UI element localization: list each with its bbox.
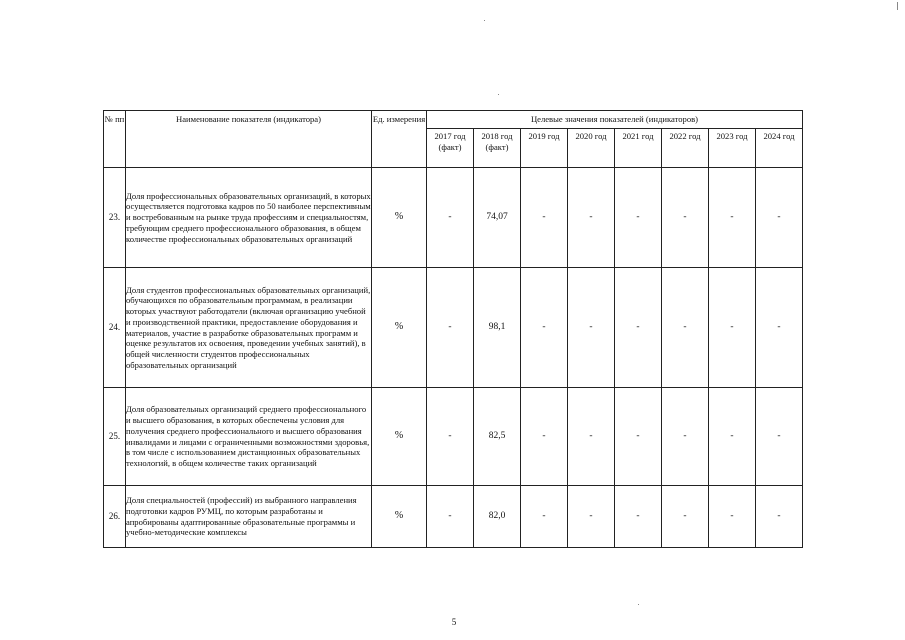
value-cell: - [568,168,615,268]
indicator-name: Доля профессиональных образовательных организаций, в которых осуществляется подготовка кадров по 50 наиболее перспективным и востребованным на рынке труда профессиям и специальностям, требующим среднего профессионального образования, в общем количестве профессиональных образовательных организаций [126,168,372,268]
row-number: 24. [104,268,126,388]
value-cell: - [709,168,756,268]
value-cell: - [662,388,709,486]
header-name: Наименование показателя (индикатора) [126,111,372,168]
header-num: № пп [104,111,126,168]
year-label: 2020 год [575,131,607,141]
value-cell: - [521,168,568,268]
value-cell: - [756,486,803,548]
row-number: 26. [104,486,126,548]
header-row-top [104,111,803,129]
indicator-name: Доля образовательных организаций среднего профессионального и высшего образования, в которых обеспечены условия для получения среднего профессионального и высшего образования инвалидами и лицами с ограниченными возможностями здоровья, в том числе с использованием дистанционных образовательных технологий, в общем количестве таких организаций [126,388,372,486]
value-cell: - [568,388,615,486]
value-cell: - [709,268,756,388]
value-cell: - [427,168,474,268]
header-year [756,129,803,168]
value-cell: 74,07 [474,168,521,268]
header-year [427,129,474,168]
unit-cell: % [372,388,427,486]
scan-mark [484,20,485,21]
value-cell: - [709,486,756,548]
value-cell: - [521,486,568,548]
year-label: 2022 год [669,131,701,141]
year-label: 2023 год [716,131,748,141]
value-cell: - [662,486,709,548]
indicator-name: Доля специальностей (профессий) из выбранного направления подготовки кадров РУМЦ, по которым разработаны и апробированы адаптированные образовательные программы и учебно-методические комплексы [126,486,372,548]
row-number: 23. [104,168,126,268]
value-cell: - [615,268,662,388]
header-year [474,129,521,168]
value-cell: - [521,268,568,388]
header-targets: Целевые значения показателей (индикаторов) [427,111,803,129]
indicators-table [103,110,803,548]
value-cell: - [568,486,615,548]
value-cell: - [615,168,662,268]
year-label: 2021 год [622,131,654,141]
value-cell: - [756,268,803,388]
year-note: (факт) [485,141,509,152]
value-cell: - [756,168,803,268]
year-label: 2024 год [763,131,795,141]
table-row [104,268,803,388]
value-cell: - [662,168,709,268]
unit-cell: % [372,486,427,548]
value-cell: - [756,388,803,486]
page-number: 5 [451,617,457,627]
value-cell: - [615,388,662,486]
unit-cell: % [372,168,427,268]
table-row [104,486,803,548]
value-cell: - [521,388,568,486]
value-cell: - [709,388,756,486]
header-year [662,129,709,168]
value-cell: 82,0 [474,486,521,548]
scan-mark [638,604,639,605]
header-year [568,129,615,168]
header-year [521,129,568,168]
header-unit: Ед. измерения [372,111,427,168]
year-label: 2018 год [481,131,513,141]
value-cell: - [427,486,474,548]
scan-mark [897,2,898,10]
year-label: 2019 год [528,131,560,141]
value-cell: 98,1 [474,268,521,388]
value-cell: - [427,388,474,486]
value-cell: - [615,486,662,548]
value-cell: - [427,268,474,388]
header-year [709,129,756,168]
header-year [615,129,662,168]
unit-cell: % [372,268,427,388]
table-row [104,388,803,486]
table-row [104,168,803,268]
value-cell: 82,5 [474,388,521,486]
value-cell: - [568,268,615,388]
year-note: (факт) [438,141,462,152]
scan-mark [498,94,499,95]
row-number: 25. [104,388,126,486]
indicator-name: Доля студентов профессиональных образовательных организаций, обучающихся по образовательным программам, в реализации которых участвуют работодатели (включая организацию учебной и производственной практики, предоставление оборудования и материалов, участие в разработке образовательных программ и оценке результатов их освоения, проведении учебных занятий), в общей численности студентов профессиональных образовательных организаций [126,268,372,388]
value-cell: - [662,268,709,388]
year-label: 2017 год [434,131,466,141]
